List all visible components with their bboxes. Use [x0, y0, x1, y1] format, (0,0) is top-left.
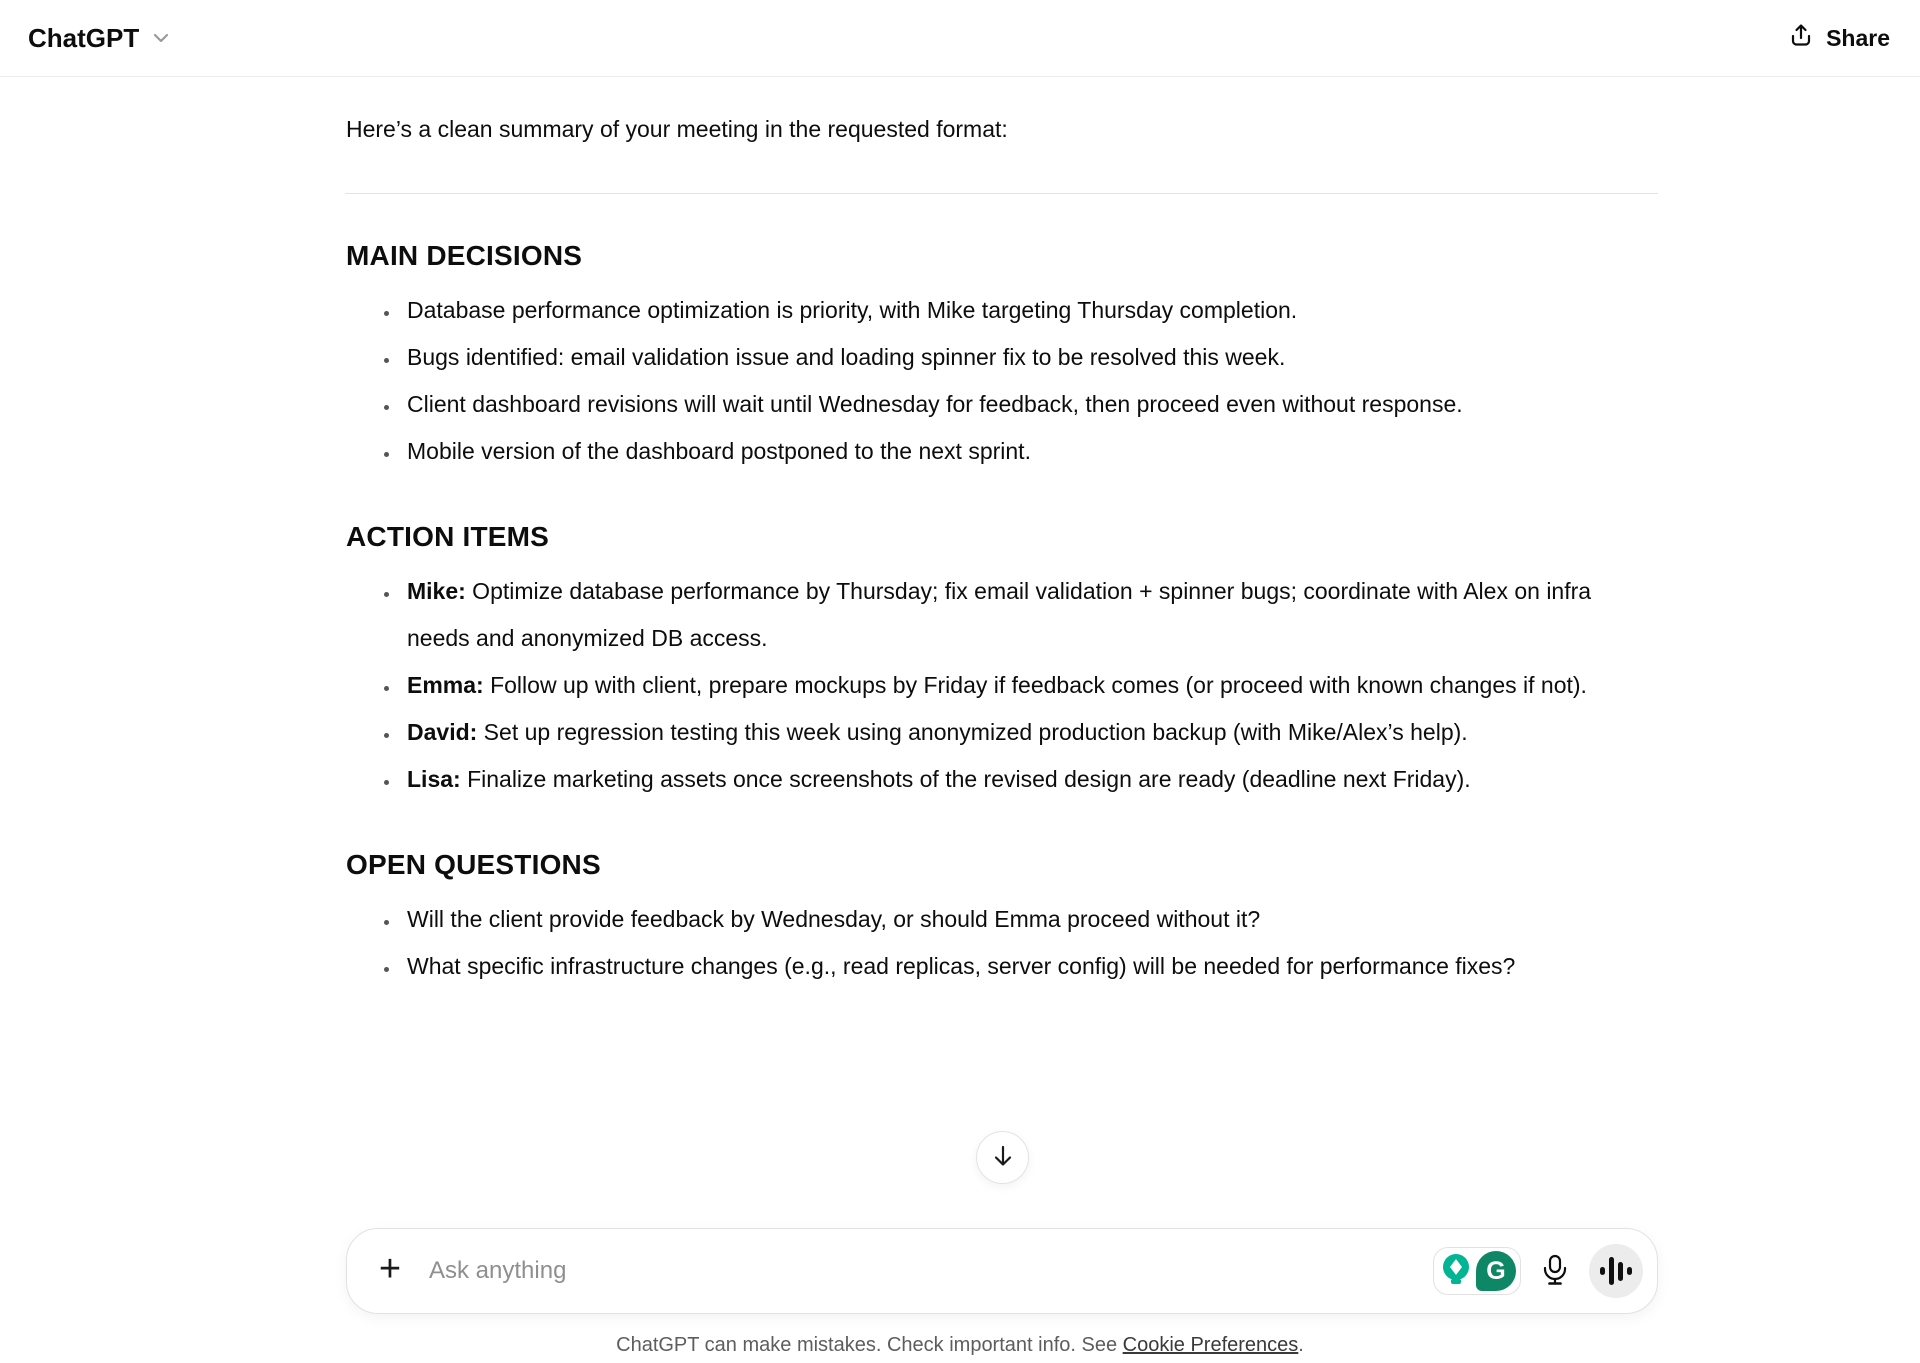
composer-actions — [1433, 1244, 1643, 1298]
list-item-lead: Lisa: — [407, 766, 461, 792]
section-list — [345, 568, 1658, 803]
assistant-message — [345, 77, 1658, 990]
disclaimer-period: . — [1298, 1334, 1304, 1356]
app-title: ChatGPT — [28, 22, 140, 53]
composer[interactable] — [346, 1228, 1658, 1314]
message-input[interactable] — [429, 1257, 1433, 1285]
section-list — [345, 287, 1658, 475]
list-item: • Bugs identified: email validation issue and loading spinner fix to be resolved this week. — [401, 334, 1658, 381]
microphone-icon — [1539, 1253, 1571, 1290]
model-switcher[interactable] — [28, 23, 171, 54]
list-item: • Lisa: Finalize marketing assets once screenshots of the revised design are ready (deadline next Friday). — [401, 756, 1658, 803]
list-item: • Mike: Optimize database performance by Thursday; fix email validation + spinner bugs; coordinate with Alex on infra needs and anonymized DB access. — [401, 568, 1658, 662]
message-sections — [345, 238, 1658, 990]
section-title: MAIN DECISIONS — [346, 240, 583, 271]
cookie-preferences-link[interactable]: Cookie Preferences — [1122, 1334, 1299, 1356]
lightbulb-sparkle-icon — [1438, 1252, 1474, 1290]
list-item-lead: Mike: — [407, 578, 466, 604]
share-label: Share — [1826, 24, 1890, 51]
dictate-button[interactable] — [1532, 1248, 1578, 1294]
grammarly-g-icon: G — [1476, 1251, 1516, 1291]
section-list — [345, 896, 1658, 990]
list-item: • David: Set up regression testing this week using anonymized production backup (with Mike/Alex’s help). — [401, 709, 1658, 756]
message-divider — [345, 193, 1658, 194]
list-item-lead: Emma: — [407, 672, 484, 698]
arrow-down-icon — [989, 1142, 1017, 1173]
audio-waveform-icon — [1600, 1257, 1632, 1285]
attach-plus-button[interactable] — [367, 1248, 413, 1294]
section-title: OPEN QUESTIONS — [346, 849, 601, 880]
scroll-to-bottom-button[interactable] — [976, 1131, 1029, 1184]
list-item: • Mobile version of the dashboard postponed to the next sprint. — [401, 428, 1658, 475]
app-header — [0, 0, 1920, 77]
chevron-down-icon — [151, 28, 171, 48]
plus-icon: + — [378, 1248, 402, 1290]
share-upload-icon — [1788, 22, 1814, 54]
list-item: • Client dashboard revisions will wait until Wednesday for feedback, then proceed even without response. — [401, 381, 1658, 428]
list-item-lead: David: — [407, 719, 478, 745]
list-item: • What specific infrastructure changes (e.g., read replicas, server config) will be needed for performance fixes? — [401, 943, 1658, 990]
disclaimer-text: ChatGPT can make mistakes. Check important info. See — [616, 1334, 1123, 1356]
browser-extensions-badge[interactable] — [1433, 1247, 1521, 1295]
share-button[interactable] — [1788, 22, 1890, 54]
voice-mode-button[interactable] — [1589, 1244, 1643, 1298]
list-item: • Database performance optimization is priority, with Mike targeting Thursday completion. — [401, 287, 1658, 334]
section-title: ACTION ITEMS — [346, 521, 550, 552]
message-intro: Here’s a clean summary of your meeting in the requested format: — [346, 116, 1008, 142]
disclaimer-footer — [0, 1334, 1920, 1357]
list-item: • Will the client provide feedback by Wednesday, or should Emma proceed without it? — [401, 896, 1658, 943]
list-item: • Emma: Follow up with client, prepare mockups by Friday if feedback comes (or proceed with known changes if not). — [401, 662, 1658, 709]
